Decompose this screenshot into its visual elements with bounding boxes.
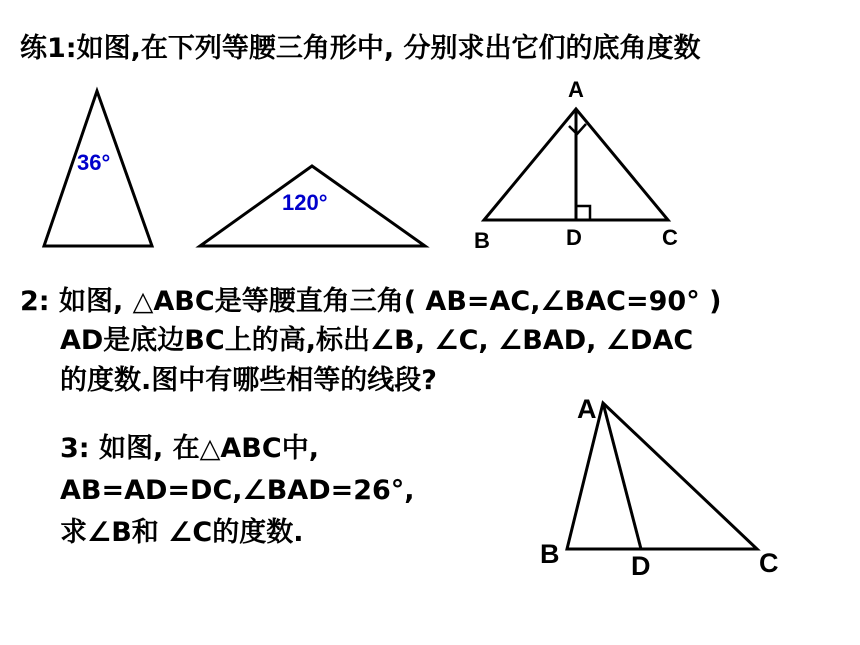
exercise-3-triangle-figure xyxy=(540,394,779,581)
vertex-b-label: B xyxy=(474,228,490,253)
segment-ad xyxy=(603,403,641,549)
triangle-36-figure xyxy=(44,91,152,246)
ex3-vertex-c-label: C xyxy=(759,548,779,578)
exercise-1-prompt: 练1:如图,在下列等腰三角形中, 分别求出它们的底角度数 xyxy=(20,33,701,64)
exercise-3-triangle-outline xyxy=(567,403,757,549)
angle-36-label: 36° xyxy=(77,150,111,175)
exercise-2-line-1: 2: 如图, △ABC是等腰直角三角( AB=AC,∠BAC=90° ) xyxy=(20,286,722,317)
exercise-3-line-2: AB=AD=DC,∠BAD=26°, xyxy=(60,475,415,506)
point-d-label: D xyxy=(566,225,582,250)
ex3-vertex-b-label: B xyxy=(540,539,560,569)
angle-120-label: 120° xyxy=(282,190,328,215)
right-triangle-figure xyxy=(474,77,678,253)
exercise-3-line-1: 3: 如图, 在△ABC中, xyxy=(60,433,319,464)
vertex-a-label: A xyxy=(568,77,584,102)
ex3-vertex-a-label: A xyxy=(577,394,597,424)
right-angle-mark-d xyxy=(576,206,590,220)
ex3-point-d-label: D xyxy=(631,551,651,581)
exercise-2-line-2: AD是底边BC上的高,标出∠B, ∠C, ∠BAD, ∠DAC xyxy=(60,325,694,356)
vertex-c-label: C xyxy=(662,225,678,250)
exercise-2-line-3: 的度数.图中有哪些相等的线段? xyxy=(60,365,437,396)
triangle-120-figure xyxy=(200,166,425,246)
exercise-3-line-3: 求∠B和 ∠C的度数. xyxy=(60,517,304,548)
